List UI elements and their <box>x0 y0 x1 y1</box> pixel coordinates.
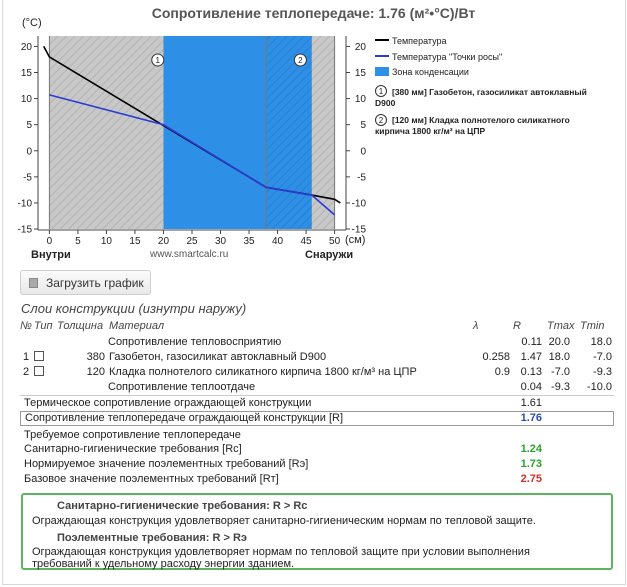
x-tick-label: 25 <box>186 236 198 247</box>
row-r: 0.04 <box>520 381 542 393</box>
col-tmax: Tmax <box>547 320 575 332</box>
row-material: Газобетон, газосиликат автоклавный D900 <box>109 351 327 363</box>
row-tmax: -9.3 <box>551 381 570 393</box>
layer-marker-number: 1 <box>155 56 161 65</box>
conclusions-box <box>21 493 613 570</box>
total-resistance-value: 1.76 <box>520 412 542 424</box>
y-tick-label: -5 <box>23 172 32 184</box>
load-chart-label: Загрузить график <box>46 275 144 290</box>
col-no: № <box>20 320 32 332</box>
sanitary-text: Ограждающая конструкция удовлетворяет санитарно-гигиеническим нормам по тепловой защите. <box>32 515 536 527</box>
site-watermark: www.smartcalc.ru <box>150 249 229 260</box>
element-text-1: Ограждающая конструкция удовлетворяет нормам по тепловой защите при условии выполнения <box>32 546 530 558</box>
y-tick-label: 0 <box>26 146 32 158</box>
x-tick-label: 40 <box>271 236 284 247</box>
outside-label: Снаружи <box>305 249 354 261</box>
required-title: Требуемое сопротивление теплопередаче <box>24 429 241 441</box>
y-tick-label: 5 <box>26 120 32 132</box>
legend-condensation-swatch <box>375 67 389 76</box>
element-title: Поэлементные требования: R > Rэ <box>57 532 247 544</box>
x-tick-label: 20 <box>157 236 170 247</box>
image-icon <box>29 278 38 288</box>
x-tick-label: 30 <box>214 236 227 247</box>
element-text-2: требований к удельному расходу энергии зданием. <box>32 558 295 570</box>
x-unit-label: (см) <box>345 234 366 246</box>
row-tmax: 18.0 <box>548 351 570 363</box>
thermal-resistance-label: Термическое сопротивление ограждающей конструкции <box>24 397 312 409</box>
y-tick-label: -10 <box>17 198 32 210</box>
total-resistance-row <box>20 411 614 426</box>
table-header <box>20 320 614 335</box>
x-tick-label: 10 <box>100 236 113 247</box>
row-tmin: -10.0 <box>586 381 612 393</box>
load-chart-button[interactable] <box>20 270 151 295</box>
row-tmax: 20.0 <box>548 336 570 348</box>
y-tick-label-right: 5 <box>360 120 366 132</box>
table-row <box>20 381 614 396</box>
thermal-resistance-row <box>20 397 614 412</box>
col-r: R <box>513 320 521 332</box>
y-tick-label-right: 10 <box>354 94 366 106</box>
col-type: Тип <box>34 320 53 332</box>
row-no: 1 <box>23 351 30 363</box>
legend-layer1-number: 1 <box>378 87 384 96</box>
temperature-chart <box>0 0 627 265</box>
chart-title: Сопротивление теплопередаче: 1.76 (м²•°С)/Вт <box>151 5 476 21</box>
x-tick-label: 50 <box>329 236 341 247</box>
legend-layer2-number: 2 <box>378 116 384 125</box>
sanitary-title: Санитарно-гигиенические требования: R > Rс <box>57 500 308 512</box>
layers-section-title: Слои конструкции (изнутри наружу) <box>21 301 247 316</box>
y-unit-label: (°C) <box>22 17 42 29</box>
table-row <box>20 351 614 366</box>
legend-layer2-line2: кирпича 1800 кг/м³ на ЦПР <box>375 126 486 136</box>
x-tick-label: 5 <box>75 236 81 247</box>
y-tick-label: 15 <box>20 68 32 80</box>
total-resistance-label: Сопротивление теплопередаче ограждающей конструкции [R] <box>25 412 344 424</box>
x-tick-label: 0 <box>46 236 53 247</box>
row-tmin: -9.3 <box>593 366 612 378</box>
requirement-value: 1.73 <box>520 458 542 470</box>
requirement-label: Нормируемое значение поэлементных требований [Rэ] <box>24 458 309 470</box>
x-tick-label: 35 <box>243 236 255 247</box>
requirement-label: Санитарно-гигиенические требования [Rс] <box>24 443 242 455</box>
table-row <box>20 336 614 351</box>
y-tick-label-right: 15 <box>354 68 366 80</box>
requirement-row <box>20 473 614 488</box>
y-tick-label: -15 <box>17 224 32 236</box>
y-tick-label: 10 <box>20 94 32 106</box>
divider <box>20 395 614 396</box>
col-material: Материал <box>109 320 165 332</box>
y-tick-label-right: -5 <box>357 172 366 184</box>
row-material: Кладка полнотелого силикатного кирпича 1800 кг/м³ на ЦПР <box>109 366 417 378</box>
thermal-resistance-value: 1.61 <box>520 397 542 409</box>
col-tmin: Tmin <box>580 320 605 332</box>
legend-layer1-line1: [380 мм] Газобетон, газосиликат автоклавный <box>392 87 587 97</box>
row-thickness: 380 <box>86 351 105 363</box>
requirement-row <box>20 458 614 473</box>
inside-label: Внутри <box>31 249 71 261</box>
row-r: 1.47 <box>520 351 542 363</box>
y-tick-label-right: 20 <box>354 41 366 53</box>
layer-marker-number: 2 <box>298 56 303 65</box>
x-tick-label: 15 <box>129 236 141 247</box>
y-tick-label: 20 <box>20 41 32 53</box>
x-tick-label: 45 <box>300 236 312 247</box>
col-lambda: λ <box>473 320 479 332</box>
required-title-row <box>20 429 614 444</box>
row-tmin: -7.0 <box>593 351 612 363</box>
condensation-zone-layer-2 <box>266 36 312 229</box>
legend-temperature: Температура <box>392 36 447 46</box>
row-material: Сопротивление тепловосприятию <box>108 336 282 348</box>
layer-checkbox[interactable] <box>32 366 44 378</box>
row-lambda: 0.258 <box>482 351 510 363</box>
legend-layer2-line1: [120 мм] Кладка полнотелого силикатного <box>392 115 570 125</box>
condensation-zone <box>163 36 266 229</box>
row-material: Сопротивление теплоотдаче <box>108 381 256 393</box>
legend-dew: Температура "Точки росы" <box>392 52 503 62</box>
y-tick-label-right: -15 <box>351 224 366 236</box>
requirement-value: 2.75 <box>520 473 542 485</box>
legend-condensation: Зона конденсации <box>392 67 469 77</box>
legend-layer1-line2: D900 <box>375 98 396 108</box>
row-no: 2 <box>23 366 30 378</box>
y-tick-label-right: -10 <box>351 198 366 210</box>
requirement-row <box>20 443 614 458</box>
row-lambda: 0.9 <box>494 366 510 378</box>
table-row <box>20 366 614 381</box>
requirement-label: Базовое значение поэлементных требований [Rт] <box>24 473 279 485</box>
requirement-value: 1.24 <box>520 443 542 455</box>
layer-checkbox[interactable] <box>32 351 44 363</box>
row-r: 0.11 <box>521 336 542 348</box>
row-r: 0.13 <box>520 366 542 378</box>
y-tick-label-right: 0 <box>360 146 366 158</box>
row-thickness: 120 <box>86 366 105 378</box>
row-tmax: -7.0 <box>551 366 570 378</box>
col-thickness: Толщина <box>57 320 104 332</box>
row-tmin: 18.0 <box>590 336 612 348</box>
